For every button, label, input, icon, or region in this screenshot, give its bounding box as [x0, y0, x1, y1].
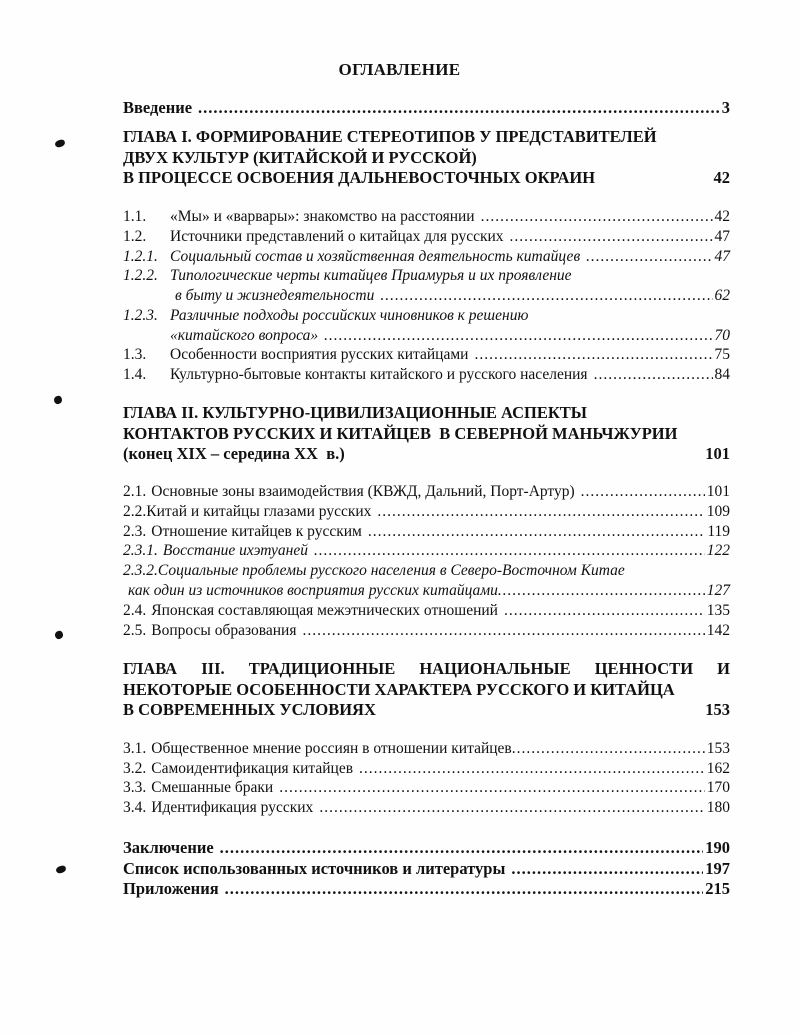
section-number: 1.2.1. [123, 248, 158, 265]
toc-entry-conclusion [123, 838, 730, 858]
section-number: 1.4. [123, 366, 147, 383]
section-number: 2.3. [123, 523, 147, 540]
section-title: Общественное мнение россиян в отношении китайцев [151, 740, 512, 757]
section-number: 1.2.2. [123, 267, 158, 284]
section-title: Особенности восприятия русских китайцами [170, 346, 469, 363]
page-number: 3 [721, 98, 730, 117]
section-title: Основные зоны взаимодействия (КВЖД, Дальний, Порт-Артур) [151, 483, 575, 500]
heading-line: КОНТАКТОВ РУССКИХ И КИТАЙЦЕВ В СЕВЕРНОЙ МАНЬЧЖУРИИ [123, 423, 678, 443]
section-number: 2.2. [123, 503, 147, 520]
page-number: 162 [706, 760, 730, 777]
page-number: 42 [714, 208, 730, 225]
heading-line-last [123, 444, 730, 465]
page-number: 101 [705, 444, 730, 463]
page-number: 101 [706, 483, 730, 500]
dot-leader [319, 798, 704, 818]
page-number: 170 [706, 779, 730, 796]
toc-entry-1-2-3-continuation [170, 326, 730, 346]
dot-leader [504, 601, 705, 621]
dot-leader [324, 326, 712, 346]
dot-leader [314, 541, 705, 561]
toc-entry-2-3-2-continuation [128, 581, 730, 601]
heading-line: ГЛАВА I. ФОРМИРОВАНИЕ СТЕРЕОТИПОВ У ПРЕДСТАВИТЕЛЕЙ [123, 127, 657, 146]
heading-line-last [123, 168, 730, 189]
page-number: 62 [714, 287, 730, 304]
heading-text: В СОВРЕМЕННЫХ УСЛОВИЯХ [123, 700, 376, 719]
dot-leader [512, 739, 705, 759]
dot-leader [302, 621, 704, 641]
section-number: 3.4. [123, 799, 147, 816]
section-title: Социальный состав и хозяйственная деятельность китайцев [170, 248, 581, 265]
heading-line: ДВУХ КУЛЬТУР (КИТАЙСКОЙ И РУССКОЙ) [123, 147, 477, 167]
page-number: 127 [706, 582, 730, 599]
margin-ink-mark [53, 395, 63, 405]
dot-leader [581, 482, 705, 502]
toc-entry-1-3 [123, 345, 730, 365]
section-title: Отношение китайцев к русским [151, 523, 362, 540]
chapter-3-heading [123, 659, 730, 721]
toc-entry-intro [123, 98, 730, 118]
toc-entry-3-1 [123, 739, 730, 759]
section-title: Социальные проблемы русского населения в Северо-Восточном Китае [157, 562, 625, 579]
section-title: Вопросы образования [151, 622, 297, 639]
chapter-1-heading [123, 127, 730, 189]
page-number: 153 [706, 740, 730, 757]
dot-leader [220, 838, 704, 858]
section-title: Японская составляющая межэтнических отношений [151, 602, 498, 619]
dot-leader [359, 759, 705, 779]
page-number: 135 [706, 602, 730, 619]
page-number: 84 [714, 366, 730, 383]
entry-label: Введение [123, 98, 193, 117]
section-title: Типологические черты китайцев Приамурья и их проявление [170, 267, 572, 284]
toc-entry-2-2 [123, 502, 730, 522]
toc-entry-2-5 [123, 621, 730, 641]
toc-entry-2-1 [123, 482, 730, 502]
dot-leader [279, 778, 705, 798]
toc-entry-1-4 [123, 365, 730, 385]
toc-entry-3-4 [123, 798, 730, 818]
toc-entry-2-4 [123, 601, 730, 621]
dot-leader [368, 522, 705, 542]
section-title: Различные подходы российских чиновников к решению [170, 307, 529, 324]
section-title: Самоидентификация китайцев [151, 760, 354, 777]
entry-label: Список использованных источников и литературы [123, 859, 506, 878]
page-number: 142 [706, 622, 730, 639]
heading-text: В ПРОЦЕССЕ ОСВОЕНИЯ ДАЛЬНЕВОСТОЧНЫХ ОКРАИН [123, 168, 596, 187]
section-number: 3.2. [123, 760, 147, 777]
section-number: 2.1. [123, 483, 147, 500]
entry-label: Заключение [123, 838, 214, 857]
toc-entry-3-3 [123, 778, 730, 798]
page-number: 197 [705, 859, 730, 878]
page-number: 47 [714, 228, 730, 245]
dot-leader [510, 227, 713, 247]
section-number: 3.3. [123, 779, 147, 796]
toc-entry-1-1 [123, 207, 730, 227]
section-title: Смешанные браки [151, 779, 274, 796]
section-number: 2.5. [123, 622, 147, 639]
margin-ink-mark [54, 630, 64, 640]
section-number: 3.1. [123, 740, 147, 757]
toc-entry-2-3-1 [123, 541, 730, 561]
page-number: 47 [714, 248, 730, 265]
page-number: 190 [705, 838, 730, 857]
section-number: 2.3.1. [123, 542, 158, 559]
dot-leader [225, 879, 704, 899]
toc-entry-bibliography [123, 859, 730, 879]
page-number: 153 [705, 700, 730, 719]
toc-entry-1-2-2-continuation [175, 286, 730, 306]
section-number: 1.1. [123, 208, 147, 225]
toc-entry-2-3-2 [123, 561, 730, 581]
dot-leader [198, 98, 720, 118]
page-number: 119 [707, 523, 730, 540]
page-number: 109 [706, 503, 730, 520]
section-title-continuation: в быту и жизнедеятельности [175, 287, 375, 304]
section-number: 1.2.3. [123, 307, 158, 324]
dot-leader [377, 502, 704, 522]
heading-line-last [123, 700, 730, 721]
section-title: «Мы» и «варвары»: знакомство на расстоянии [170, 208, 475, 225]
section-number: 1.2. [123, 228, 147, 245]
section-number: 1.3. [123, 346, 147, 363]
section-title: Культурно-бытовые контакты китайского и русского населения [170, 366, 588, 383]
section-title: Источники представлений о китайцах для русских [170, 228, 504, 245]
heading-line: НЕКОТОРЫЕ ОСОБЕННОСТИ ХАРАКТЕРА РУССКОГО И КИТАЙЦА [123, 679, 675, 699]
heading-line: ГЛАВА III. ТРАДИЦИОННЫЕ НАЦИОНАЛЬНЫЕ ЦЕННОСТИ И [123, 659, 730, 678]
toc-entry-3-2 [123, 759, 730, 779]
toc-entry-1-2-2 [123, 266, 730, 286]
section-title: Китай и китайцы глазами русских [146, 503, 372, 520]
page-number: 75 [714, 346, 730, 363]
page-number: 42 [713, 168, 730, 187]
page-number: 180 [706, 799, 730, 816]
toc-entry-appendices [123, 879, 730, 899]
toc-title: ОГЛАВЛЕНИЕ [338, 60, 461, 79]
dot-leader [474, 345, 712, 365]
dot-leader [594, 365, 713, 385]
heading-text: (конец XIX – середина XX в.) [123, 444, 345, 463]
section-title-continuation: как один из источников восприятия русских китайцами [128, 582, 498, 599]
toc-entry-1-2-1 [123, 247, 730, 267]
section-title: Восстание ихэтуаней [162, 542, 308, 559]
dot-leader [511, 859, 703, 879]
heading-line: ГЛАВА II. КУЛЬТУРНО-ЦИВИЛИЗАЦИОННЫЕ АСПЕКТЫ [123, 403, 587, 422]
section-title: Идентификация русских [151, 799, 314, 816]
toc-entry-2-3 [123, 522, 730, 542]
toc-entry-1-2 [123, 227, 730, 247]
chapter-2-heading [123, 403, 730, 465]
dot-leader [380, 286, 712, 306]
entry-label: Приложения [123, 879, 219, 898]
section-number: 2.3.2. [123, 562, 158, 579]
page-number: 215 [705, 879, 730, 898]
section-number: 2.4. [123, 602, 147, 619]
page-number: 122 [706, 542, 730, 559]
dot-leader [481, 207, 713, 227]
toc-entry-1-2-3 [123, 306, 730, 326]
section-title-continuation: «китайского вопроса» [170, 327, 319, 344]
margin-ink-mark [55, 865, 66, 874]
dot-leader [498, 581, 705, 601]
margin-ink-mark [54, 139, 65, 148]
dot-leader [586, 247, 712, 267]
page-number: 70 [714, 327, 730, 344]
